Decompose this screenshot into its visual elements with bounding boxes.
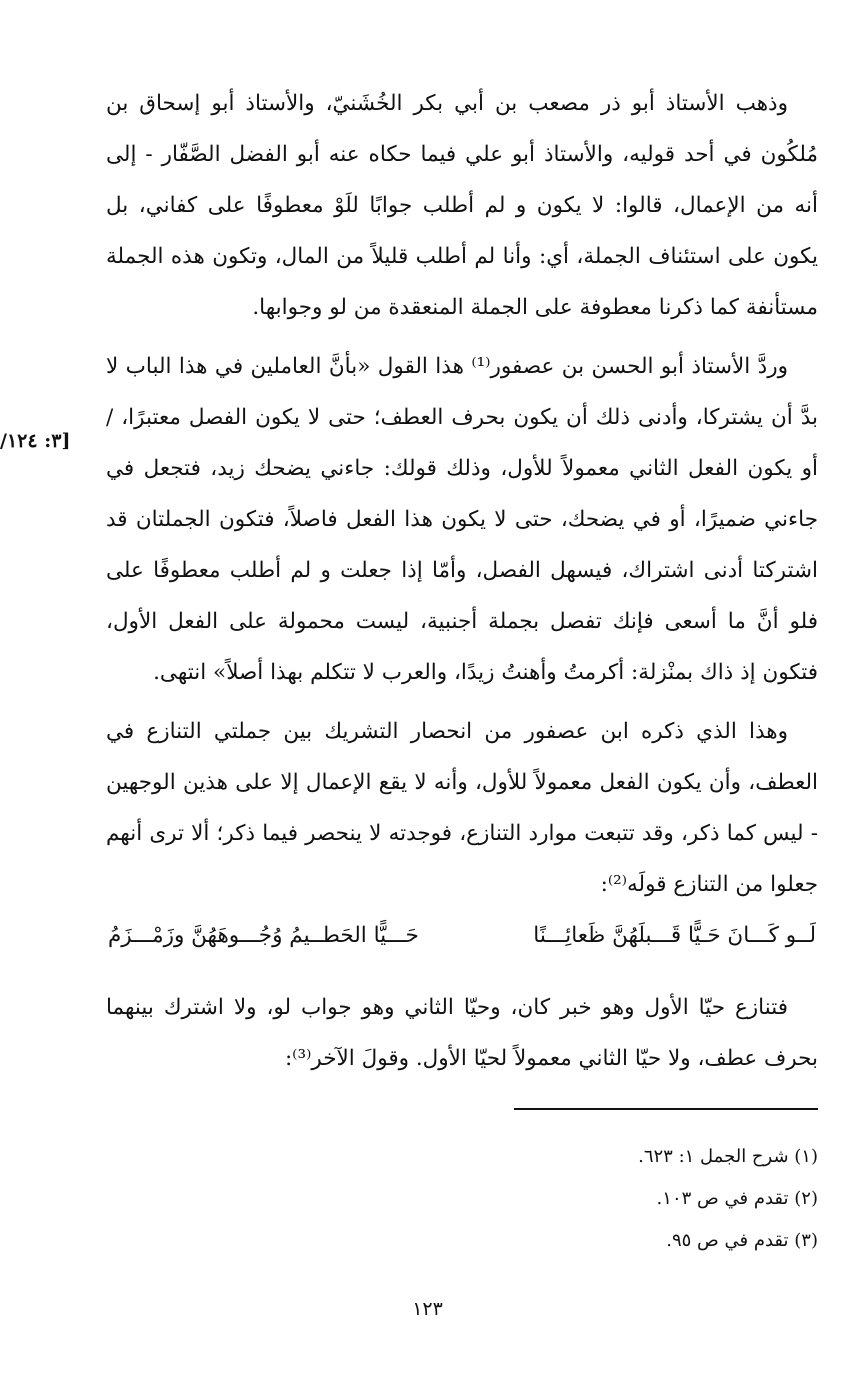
margin-volume-reference: [٣: ١٢٤/ [0, 430, 71, 452]
poetry-verse [106, 910, 818, 962]
footnote-1: (١) شرح الجمل ١: ٦٢٣. [638, 1146, 818, 1167]
footnote-separator [514, 1108, 818, 1110]
footnote-3: (٣) تقدم في ص ٩٥. [666, 1230, 818, 1251]
footnotes [300, 1136, 818, 1262]
footnote-2: (٢) تقدم في ص ١٠٣. [656, 1188, 818, 1209]
paragraph-3: وهذا الذي ذكره ابن عصفور من انحصار التشريك بين جملتي التنازع في العطف، وأن يكون الفعل معمولاً للأول، وأنه لا يقع الإعمال إلا على هذين الوجهين - ليس كما ذكر، وقد تتبعت موارد التنازع، فوجدته لا ينحصر فيما ذكر؛ ألا ترى أنهم جعلوا من التنازع قولَه⁽²⁾: [106, 719, 818, 897]
verse-first-hemistich: لَــو كَـــانَ حَـيًّا قَـــبلَهُنَّ ظَعائِـــنًا [533, 923, 816, 948]
paragraph-4: فتنازع حيّا الأول وهو خبر كان، وحيّا الثاني وهو جواب لو، ولا اشترك بينهما بحرف عطف، ولا حيّا الثاني معمولاً لحيّا الأول. وقولَ الآخر⁽³⁾: [106, 995, 818, 1071]
main-text-block [106, 78, 818, 1084]
verse-second-hemistich: حَـــيًّا الحَطــيمُ وُجُـــوهَهُنَّ وزَمْـــزَمُ [108, 923, 419, 948]
paragraph-2: وردَّ الأستاذ أبو الحسن بن عصفور⁽¹⁾ هذا القول «بأنَّ العاملين في هذا الباب لا بدَّ أن يشتركا، وأدنى ذلك أن يكون بحرف العطف؛ حتى لا يكون الفصل معتبرًا، /أو يكون الفعل الثاني معمولاً للأول، وذلك قولك: جاءني يضحك زيد، فتجعل في جاءني ضميرًا، أو في يضحك، حتى لا يكون هذا الفعل فاصلاً، فتكون الجملتان قد اشتركتا أدنى اشتراك، فيسهل الفصل، وأمّا إذا جعلت و لم أطلب معطوفًا على فلو أنَّ ما أسعى فإنك تفصل بجملة أجنبية، ليست محمولة على الفعل الأول، فتكون إذ ذاك بمنْزلة: أكرمتُ وأهنتُ زيدًا، والعرب لا تتكلم بهذا أصلاً» انتهى. [106, 354, 818, 685]
paragraph-1: وذهب الأستاذ أبو ذر مصعب بن أبي بكر الخُشَنيّ، والأستاذ أبو إسحاق بن مُلكُون في أحد قوليه، والأستاذ أبو علي فيما حكاه عنه أبو الفضل الصَّفّار - إلى أنه من الإعمال، قالوا: لا يكون و لم أطلب جوابًا للَوْ معطوفًا على كفاني، بل يكون على استئناف الجملة، أي: وأنا لم أطلب قليلاً من المال، وتكون هذه الجملة مستأنفة كما ذكرنا معطوفة على الجملة المنعقدة من لو وجوابها. [106, 91, 818, 320]
page-number: ١٢٣ [412, 1298, 443, 1320]
